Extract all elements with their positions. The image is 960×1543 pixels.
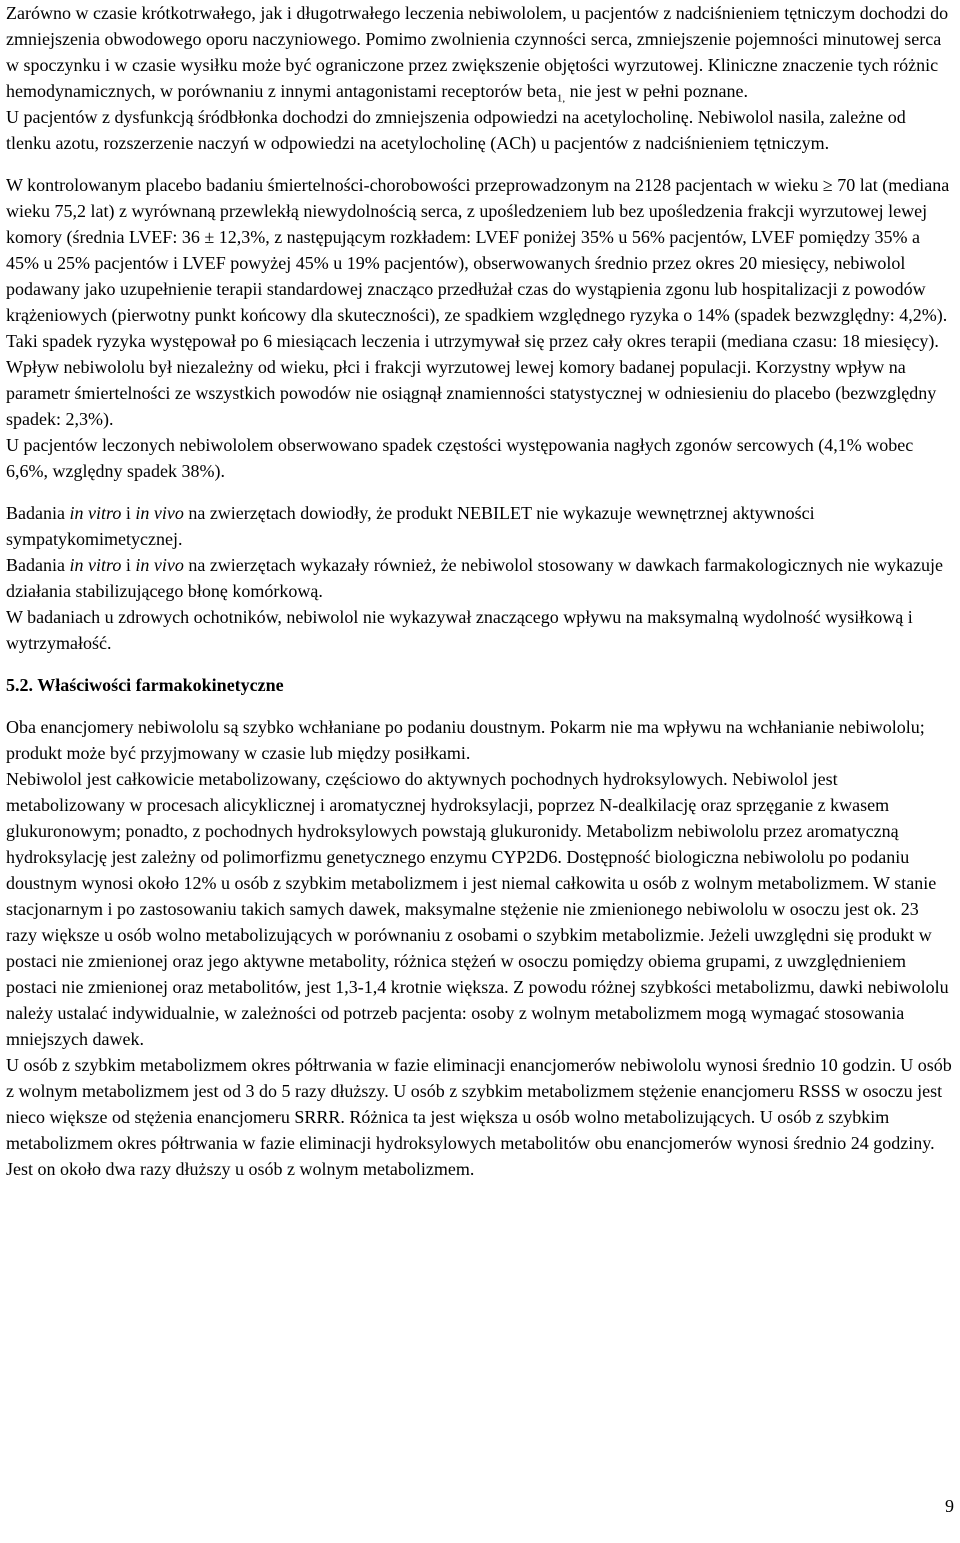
paragraph-absorption: Oba enancjomery nebiwololu są szybko wchłaniane po podaniu doustnym. Pokarm nie ma wpływu na wchłanianie nebiwololu; produkt może być przyjmowany w czasie lub między posiłkami. bbox=[6, 717, 925, 763]
paragraph-text: na zwierzętach wykazały również, że nebiwolol stosowany w dawkach farmakologicznych nie wykazuje działania stabilizującego błonę komórkową. bbox=[6, 555, 944, 601]
document-page bbox=[6, 0, 954, 1182]
italic-term: in vitro bbox=[69, 555, 122, 575]
paragraph-volunteers: W badaniach u zdrowych ochotników, nebiwolol nie wykazywał znaczącego wpływu na maksymalną wydolność wysiłkową i wytrzymałość. bbox=[6, 607, 913, 653]
section-number: 5.2. bbox=[6, 675, 33, 695]
section-title: Właściwości farmakokinetyczne bbox=[37, 675, 284, 695]
spacer bbox=[6, 656, 954, 672]
section-heading bbox=[6, 672, 954, 698]
spacer bbox=[6, 156, 954, 172]
italic-term: in vitro bbox=[69, 503, 122, 523]
paragraph-half-life: U osób z szybkim metabolizmem okres półtrwania w fazie eliminacji enancjomerów nebiwololu wynosi średnio 10 godzin. U osób z wolnym metabolizmem jest od 3 do 5 razy dłuższy. U osób z szybkim metabolizmem stężenie enancjomeru RSSS w osoczu jest nieco większe od stężenia enancjomeru SRRR. Różnica ta jest większa u osób wolno metabolizujących. U osób z szybkim metabolizmem okres półtrwania w fazie eliminacji hydroksylowych metabolitów obu enancjomerów wynosi średnio 24 godziny. Jest on około dwa razy dłuższy u osób z wolnym metabolizmem. bbox=[6, 1055, 952, 1179]
italic-term: in vivo bbox=[135, 555, 184, 575]
page-number: 9 bbox=[945, 1496, 954, 1516]
paragraph-endothelium: U pacjentów z dysfunkcją śródbłonka dochodzi do zmniejszenia odpowiedzi na acetylocholinę. Nebiwolol nasila, zależne od tlenku azotu, rozszerzenie naczyń w odpowiedzi na acetylocholinę (ACh) u pacjentów z nadciśnieniem tętniczym. bbox=[6, 107, 906, 153]
paragraph-hemodynamics bbox=[6, 0, 954, 104]
italic-term: in vivo bbox=[135, 503, 184, 523]
paragraph-text: nie jest w pełni poznane. bbox=[565, 81, 749, 101]
paragraph-sympathomimetic bbox=[6, 500, 954, 552]
paragraph-text: na zwierzętach dowiodły, że produkt NEBILET nie wykazuje wewnętrznej aktywności sympatykomimetycznej. bbox=[6, 503, 815, 549]
paragraph-text: i bbox=[121, 503, 136, 523]
paragraph-mortality-study: W kontrolowanym placebo badaniu śmiertelności-chorobowości przeprowadzonym na 2128 pacjentach w wieku ≥ 70 lat (mediana wieku 75,2 lat) z wyrównaną przewlekłą niewydolnością serca, z upośledzeniem lub bez upośledzenia frakcji wyrzutowej lewej komory (średnia LVEF: 36 ± 12,3%, z następującym rozkładem: LVEF poniżej 35% u 56% pacjentów, LVEF pomiędzy 35% a 45% u 25% pacjentów i LVEF powyżej 45% u 19% pacjentów), obserwowanych średnio przez okres 20 miesięcy, nebiwolol podawany jako uzupełnienie terapii standardowej znacząco przedłużał czas do wystąpienia zgonu lub hospitalizacji z powodów krążeniowych (pierwotny punkt końcowy dla skuteczności), ze spadkiem względnego ryzyka o 14% (spadek bezwzględny: 4,2%). Taki spadek ryzyka występował po 6 miesiącach leczenia i utrzymywał się przez cały okres terapii (mediana czasu: 18 miesięcy). Wpływ nebiwololu był niezależny od wieku, płci i frakcji wyrzutowej lewej komory badanej populacji. Korzystny wpływ na parametr śmiertelności ze wszystkich powodów nie osiągnął znamienności statystycznej w odniesieniu do placebo (bezwzględny spadek: 2,3%). bbox=[6, 175, 950, 429]
paragraph-text: Badania bbox=[6, 555, 70, 575]
paragraph-text: Zarówno w czasie krótkotrwałego, jak i długotrwałego leczenia nebiwololem, u pacjentów z nadciśnieniem tętniczym dochodzi do zmniejszenia obwodowego oporu naczyniowego. Pomimo zwolnienia czynności serca, zmniejszenie pojemności minutowej serca w spoczynku i w czasie wysiłku może być ograniczone przez zwiększenie objętości wyrzutowej. Kliniczne znaczenie tych różnic hemodynamicznych, w porównaniu z innymi antagonistami receptorów beta bbox=[6, 3, 949, 101]
spacer bbox=[6, 484, 954, 500]
paragraph-membrane bbox=[6, 552, 954, 604]
subscript: 1, bbox=[556, 92, 566, 105]
paragraph-metabolism: Nebiwolol jest całkowicie metabolizowany, częściowo do aktywnych pochodnych hydroksylowych. Nebiwolol jest metabolizowany w procesach alicyklicznej i aromatycznej hydroksylacji, poprzez N-dealkilację oraz sprzęganie z kwasem glukuronowym; ponadto, z pochodnych hydroksylowych powstają glukuronidy. Metabolizm nebiwololu przez aromatyczną hydroksylację jest zależny od polimorfizmu genetycznego enzymu CYP2D6. Dostępność biologiczna nebiwololu po podaniu doustnym wynosi około 12% u osób z szybkim metabolizmem i jest niemal całkowita u osób z wolnym metabolizmem. W stanie stacjonarnym i po zastosowaniu takich samych dawek, maksymalne stężenie nie zmienionego nebiwololu w osoczu jest ok. 23 razy większe u osób wolno metabolizujących w porównaniu z osobami o szybkim metabolizmie. Jeżeli uwzględni się produkt w postaci nie zmienionej oraz jego aktywne metabolity, różnica stężeń w osoczu pomiędzy obiema grupami, z uwzględnieniem postaci nie zmienionej oraz metabolitów, jest 1,3-1,4 krotnie większa. Z powodu różnej szybkości metabolizmu, dawki nebiwololu należy ustalać indywidualnie, w zależności od potrzeb pacjenta: osoby z wolnym metabolizmem mogą wymagać stosowania mniejszych dawek. bbox=[6, 769, 949, 1049]
paragraph-sudden-death: U pacjentów leczonych nebiwololem obserwowano spadek częstości występowania nagłych zgonów sercowych (4,1% wobec 6,6%, względny spadek 38%). bbox=[6, 435, 914, 481]
paragraph-text: Badania bbox=[6, 503, 70, 523]
spacer bbox=[6, 698, 954, 714]
paragraph-text: i bbox=[121, 555, 136, 575]
